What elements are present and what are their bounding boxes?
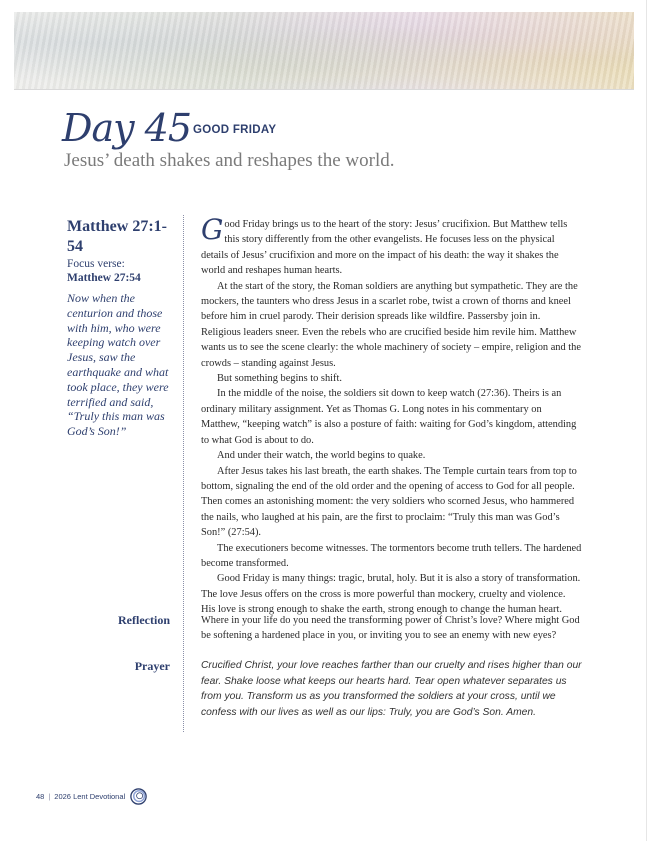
body-paragraph: But something begins to shift.	[217, 373, 342, 385]
focus-verse-text: Now when the centurion and those with him, who were keeping watch over Jesus, saw the earthquake and what took place, they were terrified and said, “Truly this man was God’s Son!”	[67, 291, 169, 439]
page-number: 48	[36, 792, 45, 801]
prayer-text: Crucified Christ, your love reaches farther than our cruelty and rises higher than our fear. Shake loose what keeps our hearts hard. Tear open whatever separates us from you. Transform us as you transformed the soldiers at your cross, until we confess with our lives as well as our lips: Truly, you are God’s Son. Amen.	[201, 660, 582, 718]
body-paragraph	[201, 213, 582, 279]
drop-cap: G	[201, 213, 224, 246]
prayer-label: Prayer	[134, 659, 170, 673]
paragraph-text: ood Friday brings us to the heart of the story: Jesus’ crucifixion. But Matthew tells this story differently from the other evangelists. He focuses less on the physical details of Jesus’ crucifixion and more on the impact of his death: the way it shakes the world and reshapes human hearts.	[201, 219, 568, 277]
reflection-text: Where in your life do you need the transforming power of Christ’s love? Where might God be softening a hardened place in you, or inviting you to see an enemy with new eyes?	[201, 615, 580, 642]
body-paragraph: The executioners become witnesses. The tormentors become truth tellers. The hardened become transformed.	[201, 542, 582, 569]
header-banner-image	[14, 12, 634, 89]
footer-separator: |	[48, 792, 51, 801]
circle-swirl-icon	[129, 787, 148, 806]
day-subtitle: GOOD FRIDAY	[193, 124, 277, 136]
body-paragraph: After Jesus takes his last breath, the earth shakes. The Temple curtain tears from top to bottom, signaling the end of the old order and the opening of access to God for all people. Then comes an astonishing moment: the very soldiers who scorned Jesus, who hammered the nails, who laughed at his pain, are the first to proclaim: “Truly this man was God’s Son!” (27:54).	[201, 465, 577, 539]
body-paragraph: In the middle of the noise, the soldiers sit down to keep watch (27:36). Theirs is an ordinary military assignment. Yet as Thomas G. Long notes in his commentary on Matthew, “keeping watch” is also a posture of faith: waiting for God’s kingdom, attending to what God is about to do.	[201, 388, 577, 446]
devotional-body	[201, 213, 582, 618]
body-paragraph: And under their watch, the world begins to quake.	[217, 450, 426, 462]
body-paragraph: Good Friday is many things: tragic, brutal, holy. But it is also a story of transformation. The love Jesus offers on the cross is more powerful than mockery, cruelty and violence. His love is strong enough to shake the earth, strong enough to change the human heart.	[201, 573, 581, 616]
banner-divider	[14, 89, 634, 90]
page-footer	[36, 787, 148, 806]
column-divider	[183, 215, 184, 732]
body-paragraph: At the start of the story, the Roman soldiers are anything but sympathetic. They are the mockers, the taunters who dress Jesus in a scarlet robe, twist a crown of thorns and kneel before him in cruel parody. Their derision spreads like wildfire. Passersby join in. Religious leaders sneer. Even the rebels who are crucified beside him revile him. Matthew wants us to see the scene clearly: the whole machinery of society – empire, religion and the crowds – standing against Jesus.	[201, 280, 581, 369]
scripture-passage: Matthew 27:1-54	[67, 218, 167, 255]
day-title: Day 45	[62, 106, 192, 150]
page-edge-line	[646, 0, 647, 841]
publication-title: 2026 Lent Devotional	[54, 792, 126, 801]
focus-verse-reference: Matthew 27:54	[67, 272, 141, 284]
page-tagline: Jesus’ death shakes and reshapes the world.	[64, 150, 395, 171]
focus-verse-label: Focus verse:	[67, 258, 125, 270]
reflection-label: Reflection	[118, 613, 170, 627]
scripture-sidebar	[67, 217, 177, 439]
